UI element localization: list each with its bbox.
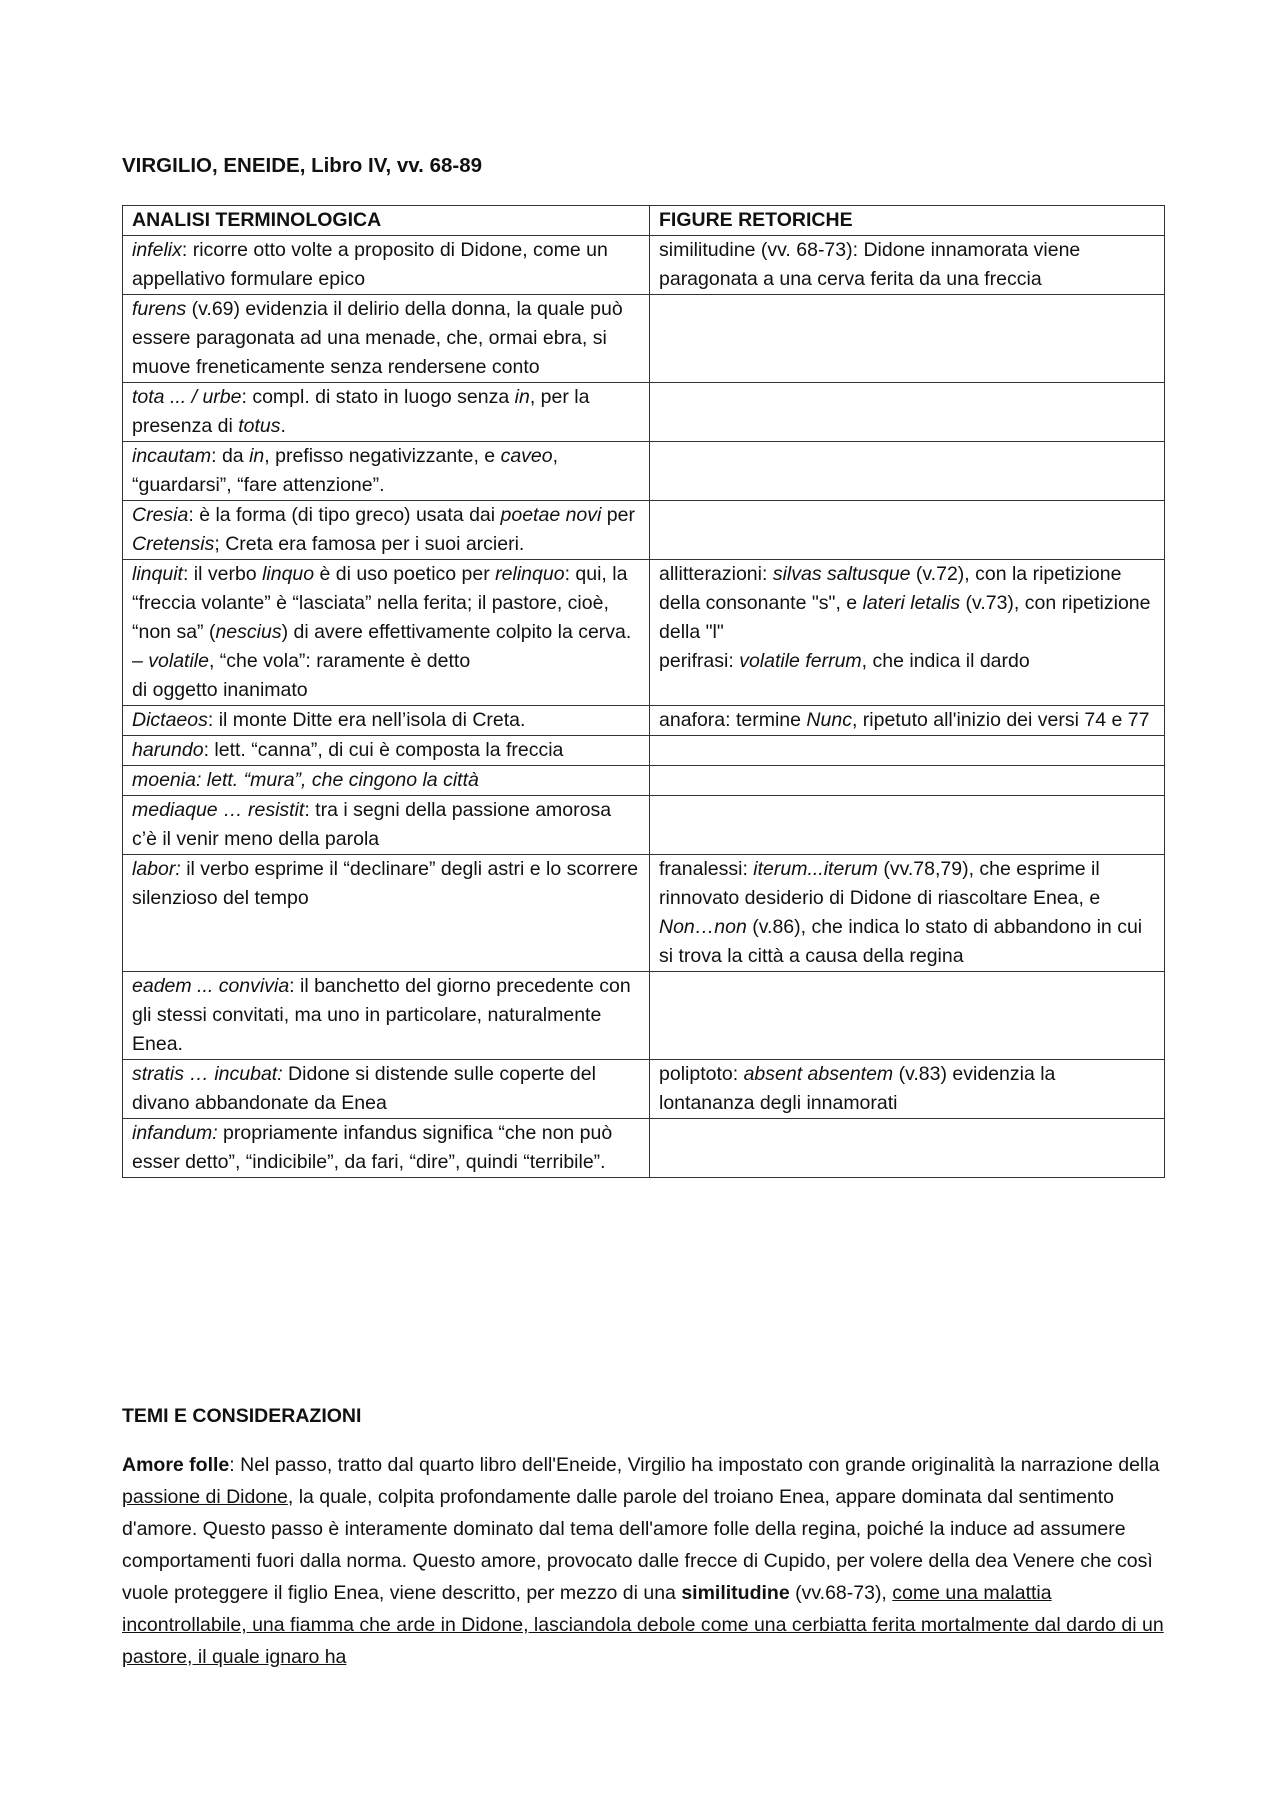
section-title: TEMI E CONSIDERAZIONI — [122, 1405, 362, 1427]
rhetorical-figure-cell: allitterazioni: silvas saltusque (v.72), con la ripetizione della consonante "s", e lateri letalis (v.73), con ripetizione della "l" perifrasi: volatile ferrum, che indica il dardo — [650, 560, 1165, 706]
terminology-cell — [123, 766, 650, 796]
table-row — [123, 560, 1165, 706]
table-row — [123, 1060, 1165, 1119]
text-run: infandum: — [132, 1122, 218, 1144]
text-run: harundo — [132, 739, 204, 761]
text-run: labor: — [132, 858, 181, 880]
terminology-cell: incautam: da in, prefisso negativizzante, e caveo, “guardarsi”, “fare attenzione”. — [123, 442, 650, 501]
text-run: lateri letalis — [862, 592, 961, 614]
rhetorical-figure-cell — [650, 442, 1165, 501]
table-header-row — [123, 206, 1165, 236]
terminology-cell: stratis … incubat: Didone si distende sulle coperte del divano abbandonate da Enea — [123, 1060, 650, 1119]
table-row — [123, 442, 1165, 501]
text-run: poetae novi — [500, 504, 602, 526]
terminology-cell: tota ... / urbe: compl. di stato in luogo senza in, per la presenza di totus. — [123, 383, 650, 442]
text-run: Dictaeos — [132, 709, 208, 731]
rhetorical-figure-cell — [650, 972, 1165, 1060]
text-run: come una malattia incontrollabile, una fiamma che arde in Didone, lasciandola debole come una cerbiatta ferita mortalmente dal dardo di un pastore, il quale ignaro ha — [122, 1582, 1164, 1668]
table-body — [123, 236, 1165, 1178]
text-run: furens — [132, 298, 187, 320]
text-run: incautam — [132, 445, 212, 467]
rhetorical-figure-cell: anafora: termine Nunc, ripetuto all'inizio dei versi 74 e 77 — [650, 706, 1165, 736]
table-row — [123, 1119, 1165, 1178]
table-row — [123, 855, 1165, 972]
text-run: caveo — [500, 445, 553, 467]
table-row — [123, 501, 1165, 560]
text-run: mediaque … resistit — [132, 799, 305, 821]
terminology-cell: labor: il verbo esprime il “declinare” degli astri e lo scorrere silenzioso del tempo — [123, 855, 650, 972]
text-run: absent absentem — [743, 1063, 894, 1085]
terminology-cell: mediaque … resistit: tra i segni della passione amorosa c’è il venir meno della parola — [123, 796, 650, 855]
rhetorical-figure-cell: similitudine (vv. 68-73): Didone innamorata viene paragonata a una cerva ferita da una freccia — [650, 236, 1165, 295]
text-run: Cresia — [132, 504, 189, 526]
terminology-cell: harundo: lett. “canna”, di cui è composta la freccia — [123, 736, 650, 766]
table-row — [123, 736, 1165, 766]
text-run: silvas saltusque — [772, 563, 911, 585]
body-paragraph: Amore folle: Nel passo, tratto dal quarto libro dell'Eneide, Virgilio ha impostato con grande originalità la narrazione della passione di Didone, la quale, colpita profondamente dalle parole del troiano Enea, appare dominata dal sentimento d'amore. Questo passo è interamente dominato dal tema dell'amore folle della regina, poiché la induce ad assumere comportamenti fuori dalla norma. Questo amore, provocato dalle frecce di Cupido, per volere della dea Venere che così vuole proteggere il figlio Enea, viene descritto, per mezzo di una similitudine (vv.68-73), come una malattia incontrollabile, una fiamma che arde in Didone, lasciandola debole come una cerbiatta ferita mortalmente dal dardo di un pastore, il quale ignaro ha — [122, 1454, 1164, 1668]
table-row — [123, 383, 1165, 442]
text-run: in — [514, 386, 530, 408]
text-run: in — [249, 445, 265, 467]
text-run: eadem ... convivia — [132, 975, 290, 997]
document-title: VIRGILIO, ENEIDE, Libro IV, vv. 68-89 — [122, 154, 483, 177]
terminology-cell: Dictaeos: il monte Ditte era nell’isola di Creta. — [123, 706, 650, 736]
terminology-cell: Cresia: è la forma (di tipo greco) usata dai poetae novi per Cretensis; Creta era famosa per i suoi arcieri. — [123, 501, 650, 560]
terminology-cell: linquit: il verbo linquo è di uso poetico per relinquo: qui, la “freccia volante” è “lasciata” nella ferita; il pastore, cioè, “non sa” (nescius) di avere effettivamente colpito la cerva. – volatile, “che vola”: raramente è detto di oggetto inanimato — [123, 560, 650, 706]
rhetorical-figure-cell — [650, 736, 1165, 766]
rhetorical-figure-cell — [650, 295, 1165, 383]
rhetorical-figure-cell — [650, 383, 1165, 442]
text-run: Cretensis — [132, 533, 215, 555]
terminology-cell: furens (v.69) evidenzia il delirio della donna, la quale può essere paragonata ad una menade, che, ormai ebra, si muove freneticamente senza rendersene conto — [123, 295, 650, 383]
text-run: Nunc — [806, 709, 852, 731]
text-run: volatile ferrum — [739, 650, 862, 672]
table-row — [123, 766, 1165, 796]
rhetorical-figure-cell — [650, 501, 1165, 560]
terminology-cell: eadem ... convivia: il banchetto del giorno precedente con gli stessi convitati, ma uno in particolare, naturalmente Enea. — [123, 972, 650, 1060]
table-row — [123, 295, 1165, 383]
text-run: Non…non — [659, 916, 747, 938]
table-row — [123, 796, 1165, 855]
text-run: Amore folle — [122, 1454, 230, 1476]
rhetorical-figure-cell: poliptoto: absent absentem (v.83) evidenzia la lontananza degli innamorati — [650, 1060, 1165, 1119]
text-run: totus — [238, 415, 281, 437]
header-terminology: ANALISI TERMINOLOGICA — [123, 206, 650, 236]
terminology-cell: infelix: ricorre otto volte a proposito di Didone, come un appellativo formulare epico — [123, 236, 650, 295]
table-row — [123, 236, 1165, 295]
text-run: similitudine — [681, 1582, 790, 1604]
rhetorical-figure-cell — [650, 1119, 1165, 1178]
text-run: relinquo — [495, 563, 565, 585]
text-run: iterum...iterum — [753, 858, 878, 880]
table-row — [123, 972, 1165, 1060]
text-run: volatile — [148, 650, 209, 672]
rhetorical-figure-cell — [650, 766, 1165, 796]
table-row — [123, 706, 1165, 736]
terminology-cell: infandum: propriamente infandus significa “che non può esser detto”, “indicibile”, da fari, “dire”, quindi “terribile”. — [123, 1119, 650, 1178]
header-rhetorical-figures: FIGURE RETORICHE — [650, 206, 1165, 236]
text-run: nescius — [215, 621, 282, 643]
analysis-table — [122, 205, 1165, 1178]
text-run: passione di Didone — [122, 1486, 288, 1508]
text-run: linquit — [132, 563, 183, 585]
text-run: moenia: lett. “mura”, che cingono la città — [132, 769, 479, 791]
rhetorical-figure-cell: franalessi: iterum...iterum (vv.78,79), che esprime il rinnovato desiderio di Didone di riascoltare Enea, e Non…non (v.86), che indica lo stato di abbandono in cui si trova la città a causa della regina — [650, 855, 1165, 972]
text-run: stratis … incubat: — [132, 1063, 283, 1085]
text-run: infelix — [132, 239, 182, 261]
text-run: linquo — [262, 563, 315, 585]
rhetorical-figure-cell — [650, 796, 1165, 855]
text-run: tota ... / urbe — [132, 386, 242, 408]
